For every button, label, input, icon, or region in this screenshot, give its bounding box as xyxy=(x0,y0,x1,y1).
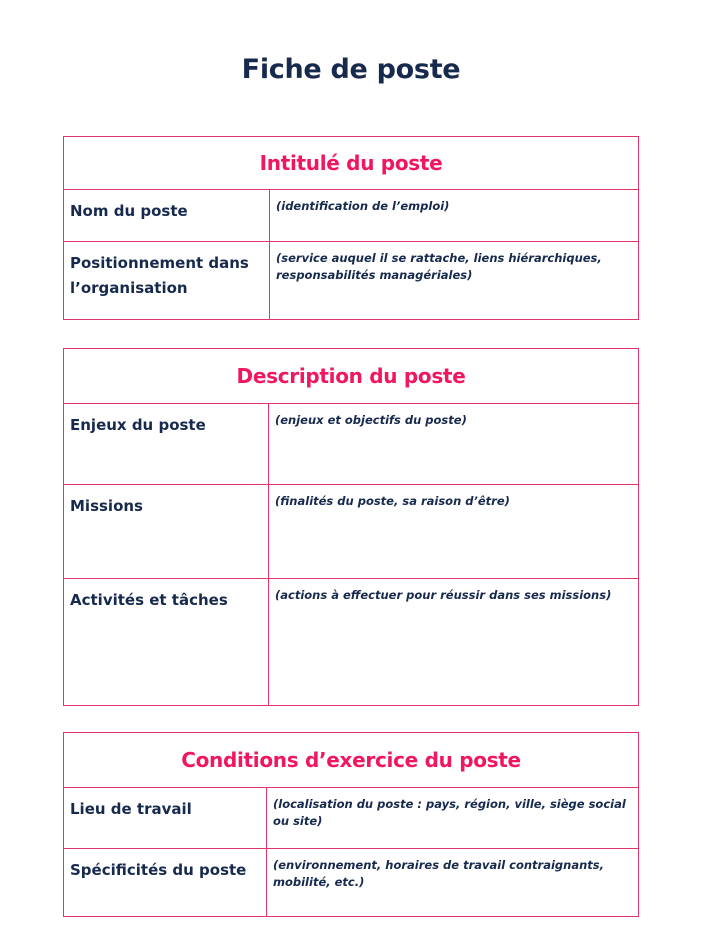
table-row xyxy=(64,849,638,916)
row-label: Spécificités du poste xyxy=(64,849,267,916)
row-hint: (identification de l’emploi) xyxy=(276,199,450,213)
row-hint: (enjeux et objectifs du poste) xyxy=(275,413,467,427)
table-row xyxy=(64,242,638,319)
section-title: Description du poste xyxy=(64,349,638,404)
row-label: Missions xyxy=(64,485,269,578)
table-row xyxy=(64,404,638,485)
table-row xyxy=(64,579,638,705)
row-hint: (service auquel il se rattache, liens hiérarchiques, responsabilités managériales) xyxy=(276,251,602,282)
section-conditions xyxy=(63,732,639,917)
row-hint: (environnement, horaires de travail contraignants, mobilité, etc.) xyxy=(273,858,605,889)
row-label: Lieu de travail xyxy=(64,788,267,848)
page-title: Fiche de poste xyxy=(241,54,461,85)
section-description xyxy=(63,348,639,706)
table-row xyxy=(64,485,638,579)
row-label: Enjeux du poste xyxy=(64,404,269,484)
section-title: Conditions d’exercice du poste xyxy=(64,733,638,788)
table-row xyxy=(64,788,638,849)
row-hint: (finalités du poste, sa raison d’être) xyxy=(275,494,510,508)
table-row xyxy=(64,190,638,242)
row-hint: (localisation du poste : pays, région, ville, siège social ou site) xyxy=(273,797,626,828)
row-label: Activités et tâches xyxy=(64,579,269,705)
section-intitule xyxy=(63,136,639,320)
section-title: Intitulé du poste xyxy=(64,137,638,190)
row-hint: (actions à effectuer pour réussir dans ses missions) xyxy=(275,588,612,602)
row-label: Nom du poste xyxy=(64,190,270,241)
row-label: Positionnement dans l’organisation xyxy=(64,242,270,319)
